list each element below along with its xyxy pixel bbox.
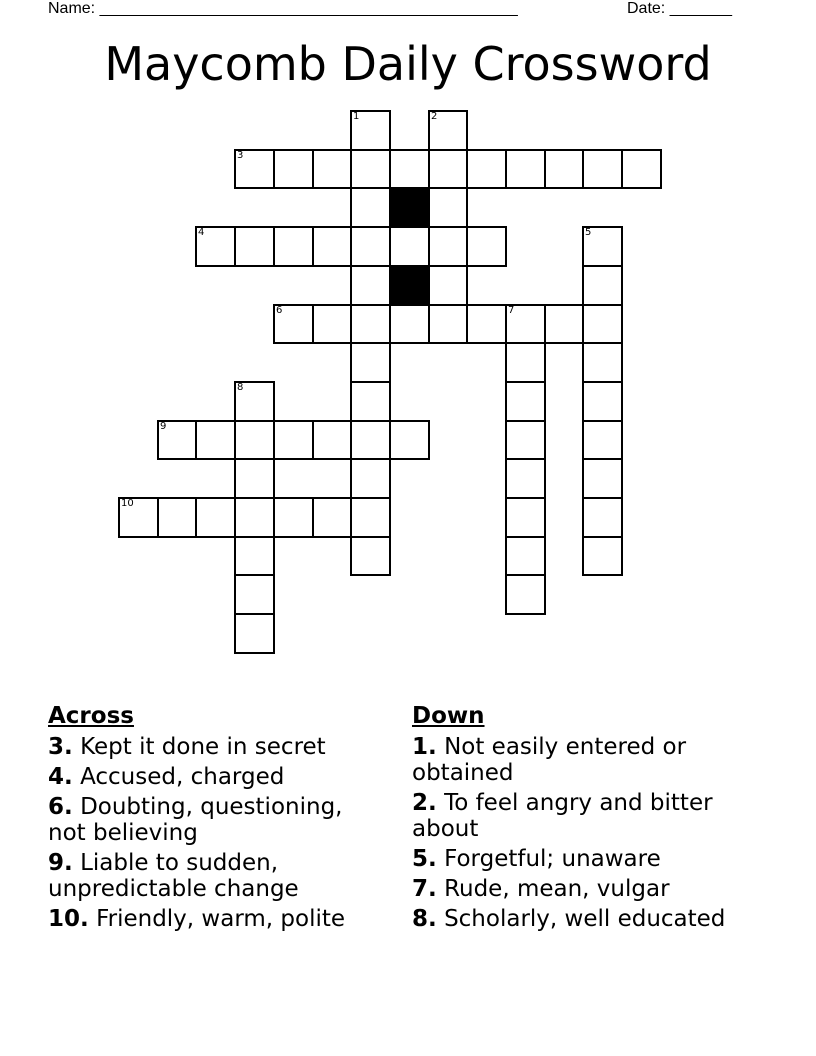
grid-cell[interactable] — [505, 420, 546, 460]
grid-cell[interactable] — [350, 458, 391, 499]
name-field[interactable]: Name: _______________________________________________ — [48, 0, 518, 17]
clue-number-label: 5 — [585, 227, 592, 238]
clue-text: Doubting, questioning, not believing — [48, 794, 343, 846]
clue-number: 7. — [412, 876, 437, 902]
grid-cell[interactable] — [350, 149, 391, 189]
grid-cell[interactable] — [505, 536, 546, 576]
grid-block — [389, 187, 430, 228]
clue-down-5 — [412, 846, 742, 872]
grid-cell[interactable] — [582, 265, 623, 306]
date-field[interactable]: Date: _______ — [627, 0, 732, 17]
clue-down-7 — [412, 876, 742, 902]
clue-text: To feel angry and bitter about — [412, 790, 713, 842]
grid-cell[interactable] — [273, 497, 314, 538]
clue-text: Forgetful; unaware — [444, 846, 661, 872]
clue-number: 5. — [412, 846, 437, 872]
clue-number-label: 4 — [198, 227, 205, 238]
grid-cell[interactable] — [505, 342, 546, 383]
grid-cell[interactable] — [389, 226, 430, 267]
grid-cell[interactable] — [195, 497, 236, 538]
grid-cell[interactable] — [273, 149, 314, 189]
grid-cell[interactable] — [273, 304, 314, 344]
grid-cell[interactable] — [505, 574, 546, 615]
clue-number-label: 9 — [160, 421, 167, 432]
grid-cell[interactable] — [350, 226, 391, 267]
grid-cell[interactable] — [350, 110, 391, 151]
grid-cell[interactable] — [389, 304, 430, 344]
clue-text: Rude, mean, vulgar — [444, 876, 670, 902]
grid-cell[interactable] — [312, 497, 352, 538]
grid-cell[interactable] — [350, 342, 391, 383]
clue-number-label: 10 — [121, 498, 134, 509]
grid-cell[interactable] — [234, 226, 275, 267]
clue-text: Not easily entered or obtained — [412, 734, 687, 786]
grid-cell[interactable] — [312, 226, 352, 267]
clue-number-label: 7 — [508, 305, 515, 316]
clue-down-2 — [412, 790, 742, 842]
grid-cell[interactable] — [428, 187, 468, 228]
grid-cell[interactable] — [234, 381, 275, 422]
across-heading: Across — [48, 703, 134, 729]
clue-down-8 — [412, 906, 742, 932]
grid-cell[interactable] — [544, 304, 584, 344]
grid-cell[interactable] — [234, 574, 275, 615]
grid-cell[interactable] — [428, 149, 468, 189]
grid-cell[interactable] — [312, 304, 352, 344]
grid-cell[interactable] — [582, 458, 623, 499]
grid-cell[interactable] — [157, 497, 197, 538]
clue-across-4 — [48, 764, 378, 790]
grid-cell[interactable] — [505, 497, 546, 538]
grid-cell[interactable] — [582, 226, 623, 267]
clue-down-1 — [412, 734, 742, 786]
grid-cell[interactable] — [505, 381, 546, 422]
clue-across-10 — [48, 906, 378, 932]
grid-cell[interactable] — [466, 304, 507, 344]
grid-cell[interactable] — [428, 110, 468, 151]
grid-cell[interactable] — [466, 226, 507, 267]
grid-cell[interactable] — [544, 149, 584, 189]
grid-cell[interactable] — [312, 149, 352, 189]
clue-number: 2. — [412, 790, 437, 816]
grid-cell[interactable] — [195, 226, 236, 267]
grid-cell[interactable] — [350, 497, 391, 538]
clue-number: 3. — [48, 734, 73, 760]
clue-number: 10. — [48, 906, 89, 932]
grid-cell[interactable] — [118, 497, 159, 538]
across-clues — [48, 702, 378, 936]
clue-number: 9. — [48, 850, 73, 876]
clue-number: 4. — [48, 764, 73, 790]
grid-cell[interactable] — [350, 304, 391, 344]
clue-text: Liable to sudden, unpredictable change — [48, 850, 299, 902]
clue-across-3 — [48, 734, 378, 760]
clue-number: 1. — [412, 734, 437, 760]
grid-cell[interactable] — [312, 420, 352, 460]
grid-cell[interactable] — [428, 304, 468, 344]
grid-cell[interactable] — [621, 149, 662, 189]
clue-across-6 — [48, 794, 378, 846]
clue-number-label: 8 — [237, 382, 244, 393]
clue-number-label: 2 — [431, 111, 438, 122]
grid-cell[interactable] — [234, 536, 275, 576]
grid-cell[interactable] — [350, 536, 391, 576]
grid-cell[interactable] — [273, 420, 314, 460]
clue-number-label: 6 — [276, 305, 283, 316]
clue-number-label: 3 — [237, 150, 244, 161]
grid-cell[interactable] — [505, 304, 546, 344]
clue-text: Friendly, warm, polite — [96, 906, 346, 932]
grid-cell[interactable] — [234, 613, 275, 654]
grid-cell[interactable] — [505, 458, 546, 499]
grid-cell[interactable] — [234, 458, 275, 499]
grid-cell[interactable] — [234, 149, 275, 189]
clue-number-label: 1 — [353, 111, 360, 122]
clue-text: Accused, charged — [80, 764, 285, 790]
down-heading: Down — [412, 703, 485, 729]
grid-cell[interactable] — [582, 420, 623, 460]
grid-cell[interactable] — [582, 342, 623, 383]
grid-cell[interactable] — [234, 420, 275, 460]
grid-cell[interactable] — [195, 420, 236, 460]
grid-cell[interactable] — [350, 381, 391, 422]
grid-block — [389, 265, 430, 306]
grid-cell[interactable] — [273, 226, 314, 267]
clue-across-9 — [48, 850, 378, 902]
grid-cell[interactable] — [350, 187, 391, 228]
grid-cell[interactable] — [582, 149, 623, 189]
clue-text: Kept it done in secret — [80, 734, 326, 760]
grid-cell[interactable] — [350, 420, 391, 460]
page-title: Maycomb Daily Crossword — [104, 37, 712, 91]
down-clues — [412, 702, 742, 936]
grid-cell[interactable] — [157, 420, 197, 460]
grid-cell[interactable] — [582, 304, 623, 344]
grid-cell[interactable] — [582, 536, 623, 576]
grid-cell[interactable] — [389, 149, 430, 189]
grid-cell[interactable] — [505, 149, 546, 189]
grid-cell[interactable] — [428, 226, 468, 267]
grid-cell[interactable] — [234, 497, 275, 538]
clue-number: 8. — [412, 906, 437, 932]
grid-cell[interactable] — [466, 149, 507, 189]
grid-cell[interactable] — [428, 265, 468, 306]
grid-cell[interactable] — [350, 265, 391, 306]
grid-cell[interactable] — [582, 381, 623, 422]
grid-cell[interactable] — [389, 420, 430, 460]
clue-text: Scholarly, well educated — [444, 906, 726, 932]
grid-cell[interactable] — [582, 497, 623, 538]
clue-number: 6. — [48, 794, 73, 820]
